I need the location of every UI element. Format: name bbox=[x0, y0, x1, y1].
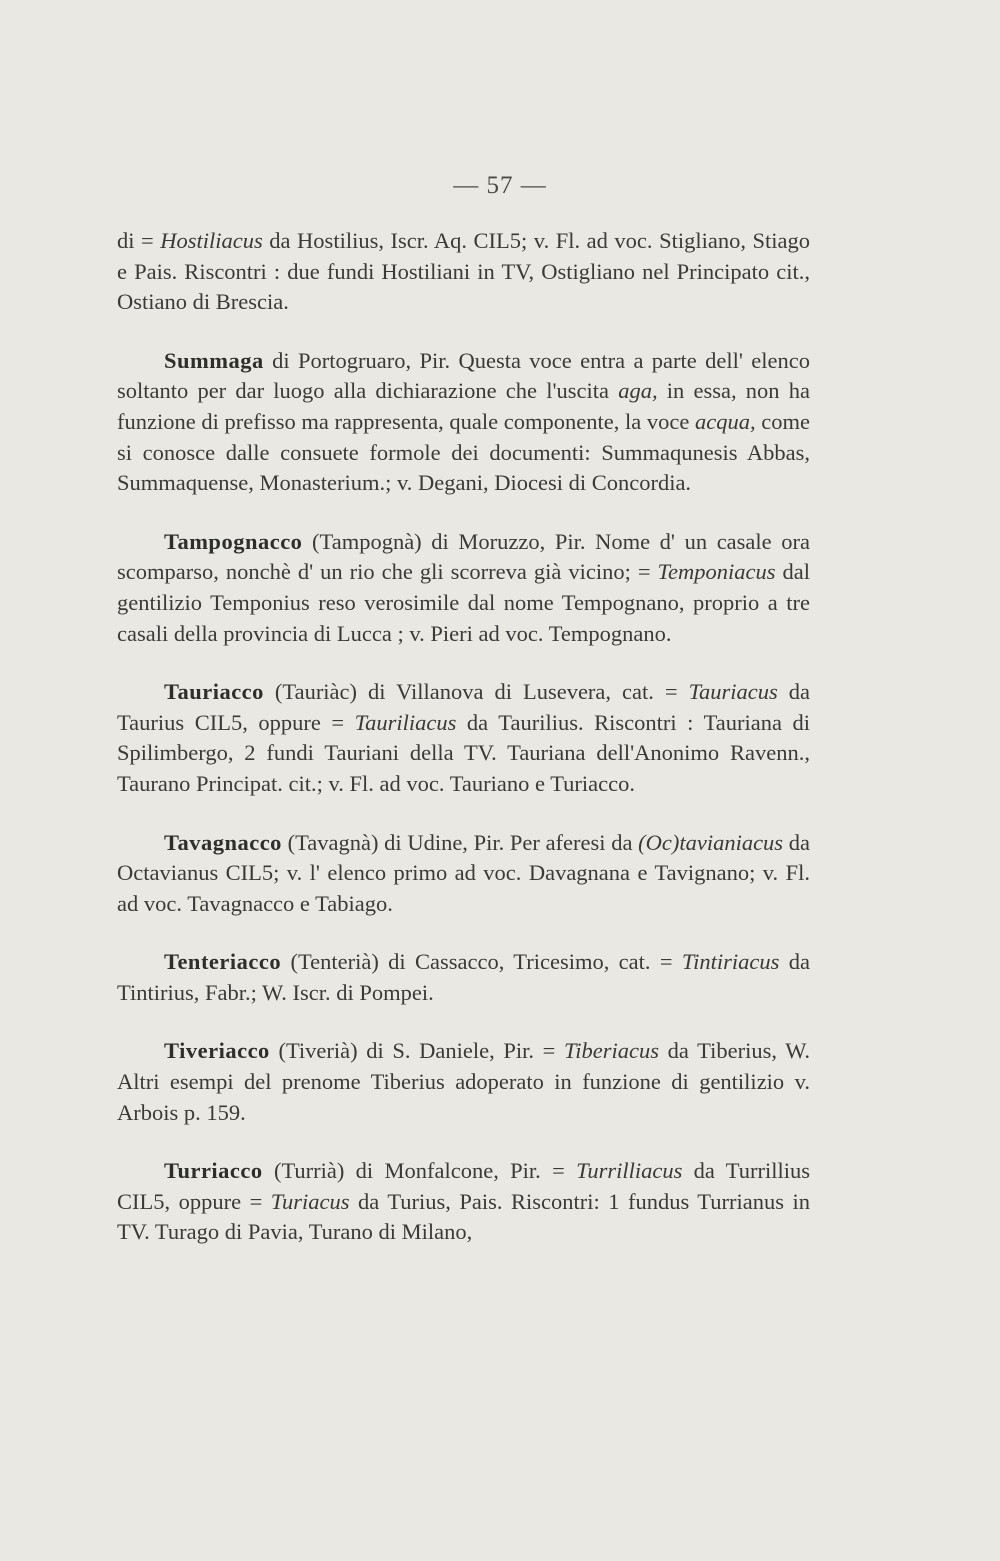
headword: Turriacco bbox=[164, 1158, 263, 1184]
text-span: (Tauriàc) di Villanova di Lusevera, cat. = bbox=[263, 679, 689, 705]
entry-tampognacco bbox=[117, 527, 810, 649]
text-span: da Tintirius, Fabr.; W. Iscr. di Pompei. bbox=[117, 949, 810, 1005]
text-span: da Tiberius, W. Altri esempi del prenome Tiberius adoperato in funzione di gentilizio v. Arbois p. 159. bbox=[117, 1038, 810, 1125]
latin-form: Temponiacus bbox=[657, 559, 776, 585]
latin-form: Turiacus bbox=[270, 1188, 350, 1214]
entry-tavagnacco bbox=[117, 828, 810, 920]
latin-form: Tauriacus bbox=[688, 679, 778, 705]
latin-form: Tintiriacus bbox=[681, 949, 780, 975]
text-span: in essa, non ha funzione di prefisso ma rappresenta, quale componente, la voce bbox=[117, 378, 810, 434]
text-span: (Tiverià) di S. Daniele, Pir. = bbox=[269, 1038, 565, 1064]
headword: Summaga bbox=[164, 347, 264, 373]
entry-summaga bbox=[117, 346, 810, 499]
headword: Tampognacco bbox=[164, 528, 303, 554]
headword: Tauriacco bbox=[164, 679, 264, 705]
latin-form: Hostiliacus bbox=[160, 228, 263, 253]
text-span: (Tampognà) di Moruzzo, Pir. Nome d' un casale ora scomparso, nonchè d' un rio che gli scorreva già vicino; = bbox=[117, 528, 810, 585]
text-span: da Turrillius CIL5, oppure = bbox=[117, 1158, 810, 1214]
text-span: (Tenterià) di Cassacco, Tricesimo, cat. = bbox=[281, 949, 682, 975]
text-span: da Taurius CIL5, oppure = bbox=[117, 679, 810, 735]
body-text bbox=[117, 226, 810, 1276]
italic-term: acqua, bbox=[695, 408, 756, 434]
headword: Tavagnacco bbox=[164, 829, 282, 855]
entry-turriacco bbox=[117, 1156, 810, 1248]
text-span: da Octavianus CIL5; v. l' elenco primo ad voc. Davagnana e Tavignano; v. Fl. ad voc. Tavagnacco e Tabiago. bbox=[117, 829, 810, 916]
text-span: di Portogruaro, Pir. Questa voce entra a parte dell' elenco soltanto per dar luogo alla dichiarazione che l'uscita bbox=[117, 347, 810, 404]
text-span: come si conosce dalle consuete formole dei documenti: Summaqunesis Abbas, Summaquense, Monasterium.; v. Degani, Diocesi di Concordia. bbox=[117, 408, 811, 496]
headword: Tenteriacco bbox=[164, 949, 282, 975]
italic-term: aga, bbox=[618, 378, 658, 404]
text-span: dal gentilizio Temponius reso verosimile dal nome Tempognano, proprio a tre casali della provincia di Lucca ; v. Pieri ad voc. Tempognano. bbox=[117, 559, 810, 646]
entry-tiveriacco bbox=[117, 1036, 810, 1128]
latin-form: Turrilliacus bbox=[576, 1158, 683, 1184]
text-span: da Turius, Pais. Riscontri: 1 fundus Turrianus in TV. Turago di Pavia, Turano di Milano, bbox=[117, 1188, 810, 1245]
intro-paragraph bbox=[117, 226, 810, 318]
text-span: da Taurilius. Riscontri : Tauriana di Spilimbergo, 2 fundi Tauriani della TV. Tauriana dell'Anonimo Ravenn., Taurano Principat. cit.; v. Fl. ad voc. Tauriano e Turiacco. bbox=[117, 709, 810, 796]
text-span: di = bbox=[117, 228, 161, 253]
entry-tenteriacco bbox=[117, 947, 810, 1008]
page-number: — 57 — bbox=[453, 172, 547, 199]
entry-tauriacco bbox=[117, 677, 810, 799]
text-span: (Turrià) di Monfalcone, Pir. = bbox=[262, 1158, 577, 1184]
headword: Tiveriacco bbox=[164, 1038, 270, 1064]
latin-form: Tiberiacus bbox=[564, 1038, 660, 1064]
latin-form: (Oc)tavianiacus bbox=[638, 829, 784, 855]
latin-form: Tauriliacus bbox=[354, 709, 457, 735]
text-span: da Hostilius, Iscr. Aq. CIL5; v. Fl. ad voc. Stigliano, Stiago e Pais. Riscontri : due fundi Hostiliani in TV, Ostigliano nel Principato cit., Ostiano di Brescia. bbox=[117, 228, 810, 315]
text-span: (Tavagnà) di Udine, Pir. Per aferesi da bbox=[281, 829, 639, 855]
